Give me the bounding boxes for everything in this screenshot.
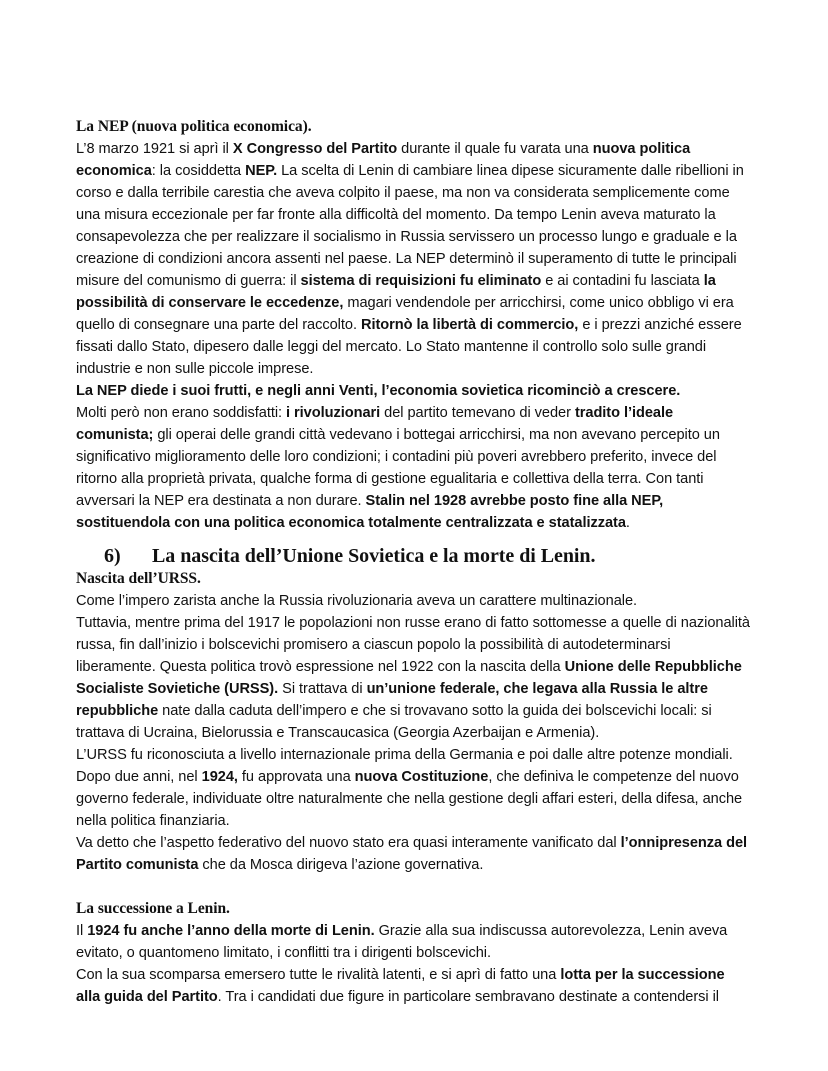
- text-run: Dopo due anni, nel: [76, 769, 202, 785]
- paragraph-urss-2: [76, 612, 752, 744]
- paragraph-urss-1: [76, 590, 752, 612]
- text-run: del partito temevano di veder: [380, 405, 575, 421]
- text-run: Con la sua scomparsa emersero tutte le rivalità latenti, e si aprì di fatto una: [76, 967, 561, 983]
- subheading-succession: La successione a Lenin.: [76, 900, 230, 917]
- bold-text-run: Unione delle Repubbliche Socialiste Sovietiche (URSS).: [76, 659, 742, 697]
- text-run: Si trattava di: [278, 681, 367, 697]
- bold-text-run: tradito l’ideale comunista;: [76, 405, 674, 443]
- text-run: magari vendendole per arricchirsi, come unico obbligo vi era quello di consegnare una parte del raccolto.: [76, 295, 734, 333]
- paragraph-nep-1: [76, 138, 752, 380]
- text-run: La scelta di Lenin di cambiare linea dipese sicuramente dalle ribellioni in corso e dalla terribile carestia che aveva colpito il paese, ma non va considerata semplicemente come una misura eccezionale per far fronte alla difficoltà del momento. Da tempo Lenin aveva maturato la consapevolezza che per realizzare il socialismo in Russia servissero un processo lungo e graduale e la creazione di condizioni ancora assenti nel paese. La NEP determinò il superamento di tutte le principali misure del comunismo di guerra: il: [76, 163, 744, 289]
- text-run: , che definiva le competenze del nuovo governo federale, individuate oltre naturalmente che nella gestione degli affari esteri, della difesa, anche nella politica finanziaria.: [76, 769, 743, 829]
- section-6-heading: [76, 543, 595, 569]
- text-run: . Tra i candidati due figure in particolare sembravano destinate a contendersi il: [217, 989, 719, 1005]
- bold-text-run: nuova politica economica: [76, 141, 691, 179]
- text-run: L’URSS fu riconosciuta a livello internazionale prima della Germania e poi dalle altre potenze mondiali.: [76, 747, 733, 763]
- bold-text-run: lotta per la successione alla guida del Partito: [76, 967, 725, 1005]
- document-body: [76, 116, 752, 1008]
- section-6-heading-wrap: [76, 534, 752, 568]
- text-run: Il: [76, 923, 88, 939]
- text-run: Tuttavia, mentre prima del 1917 le popolazioni non russe erano di fatto sottomesse a quelle di nazionalità russa, fin dall’inizio i bolscevichi promisero a ciascun popolo la possibilità di autodeterminarsi liberamente. Questa politica trovò espressione nel 1922 con la nascita della: [76, 615, 750, 675]
- bold-text-run: un’unione federale, che legava alla Russia le altre repubbliche: [76, 681, 708, 719]
- text-run: e ai contadini fu lasciata: [541, 273, 704, 289]
- text-run: e i prezzi anziché essere fissati dallo Stato, dipesero dalle leggi del mercato. Lo Stato mantenne il controllo solo sulle grandi industrie e non sulle piccole imprese.: [76, 317, 742, 377]
- paragraph-succession-2: [76, 964, 752, 1008]
- bold-text-run: i rivoluzionari: [286, 405, 381, 421]
- text-run: nate dalla caduta dell’impero e che si trovavano sotto la guida dei bolscevichi locali: si trattava di Ucraina, Bielorussia e Transcaucasica (Georgia Azerbaijan e Armenia).: [76, 703, 712, 741]
- bold-text-run: 1924 fu anche l’anno della morte di Lenin.: [87, 923, 375, 939]
- bold-text-run: La NEP diede i suoi frutti, e negli anni Venti, l’economia sovietica ricominciò a crescere.: [76, 383, 681, 399]
- text-run: fu approvata una: [237, 769, 355, 785]
- paragraph-nep-2: [76, 380, 752, 402]
- bold-text-run: nuova Costituzione: [354, 769, 489, 785]
- subheading-urss: Nascita dell’URSS.: [76, 570, 201, 587]
- text-run: gli operai delle grandi città vedevano i bottegai arricchirsi, ma non avevano percepito un significativo miglioramento delle loro condizioni; i contadini più poveri avrebbero preferito, invece del ritorno alla proprietà privata, qualche forma di gestione egualitaria e collettiva della terra. Con tanti avversari la NEP era destinata a non durare.: [76, 427, 720, 509]
- text-run: .: [625, 515, 630, 531]
- text-run: Come l’impero zarista anche la Russia rivoluzionaria aveva un carattere multinazionale.: [76, 593, 638, 609]
- bold-text-run: l’onnipresenza del Partito comunista: [76, 835, 748, 873]
- section-6-number: 6): [104, 545, 121, 567]
- text-run: durante il quale fu varata una: [397, 141, 593, 157]
- text-run: L’8 marzo 1921 si aprì il: [76, 141, 233, 157]
- bold-text-run: NEP.: [245, 163, 278, 179]
- paragraph-urss-5: [76, 832, 752, 876]
- blank-line: [76, 876, 752, 898]
- paragraph-succession-1: [76, 920, 752, 964]
- paragraph-nep-3: [76, 402, 752, 534]
- text-run: Grazie alla sua indiscussa autorevolezza, Lenin aveva evitato, o quantomeno limitato, i conflitti tra i dirigenti bolscevichi.: [76, 923, 728, 961]
- paragraph-urss-3: [76, 744, 752, 766]
- heading-nep: La NEP (nuova politica economica).: [76, 118, 312, 135]
- paragraph-urss-4: [76, 766, 752, 832]
- section-6-title: La nascita dell’Unione Sovietica e la morte di Lenin.: [152, 545, 596, 567]
- text-run: : la cosiddetta: [151, 163, 246, 179]
- text-run: che da Mosca dirigeva l’azione governativa.: [198, 857, 484, 873]
- text-run: Molti però non erano soddisfatti:: [76, 405, 287, 421]
- bold-text-run: Stalin nel 1928 avrebbe posto fine alla NEP, sostituendola con una politica economica totalmente centralizzata e statalizzata: [76, 493, 664, 531]
- bold-text-run: 1924,: [201, 769, 238, 785]
- bold-text-run: X Congresso del Partito: [232, 141, 398, 157]
- bold-text-run: la possibilità di conservare le eccedenze,: [76, 273, 716, 311]
- bold-text-run: Ritornò la libertà di commercio,: [360, 317, 579, 333]
- text-run: Va detto che l’aspetto federativo del nuovo stato era quasi interamente vanificato dal: [76, 835, 621, 851]
- bold-text-run: sistema di requisizioni fu eliminato: [300, 273, 542, 289]
